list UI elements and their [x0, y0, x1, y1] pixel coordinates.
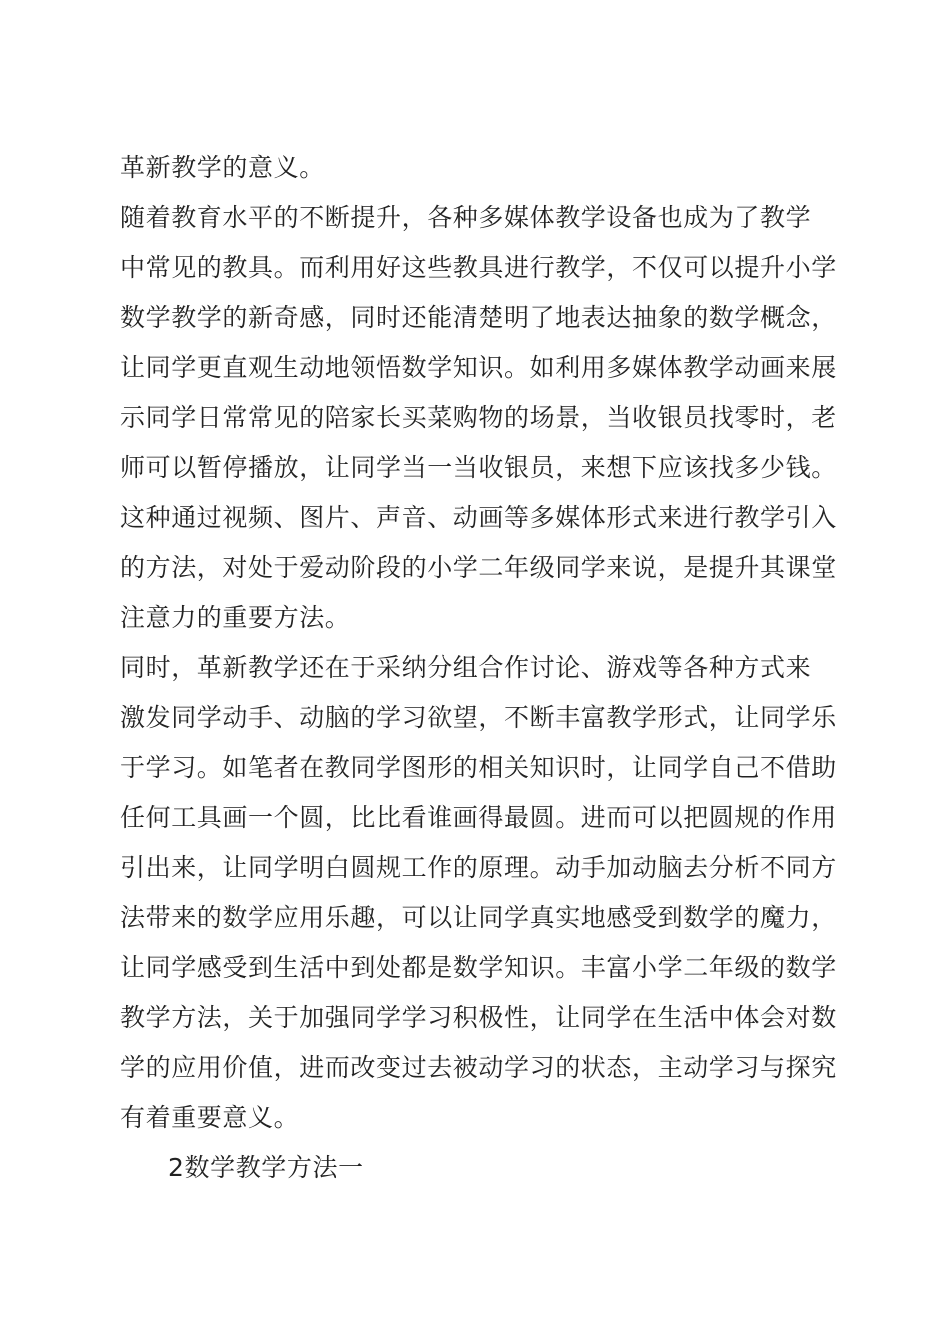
text-line: 让同学更直观生动地领悟数学知识。如利用多媒体教学动画来展: [120, 353, 837, 382]
text-line: 法带来的数学应用乐趣，可以让同学真实地感受到数学的魔力，: [120, 903, 837, 932]
text-line: 示同学日常常见的陪家长买菜购物的场景，当收银员找零时，老: [120, 403, 837, 432]
text-line: 有着重要意义。: [120, 1103, 300, 1132]
text-line: 让同学感受到生活中到处都是数学知识。丰富小学二年级的数学: [120, 953, 837, 982]
text-line: 革新教学的意义。: [120, 153, 325, 182]
text-line: 教学方法，关于加强同学学习积极性，让同学在生活中体会对数: [120, 1003, 837, 1032]
text-line: 中常见的教具。而利用好这些教具进行教学，不仅可以提升小学: [120, 253, 837, 282]
text-line: 随着教育水平的不断提升，各种多媒体教学设备也成为了教学: [120, 203, 812, 232]
text-line: 学的应用价值，进而改变过去被动学习的状态，主动学习与探究: [120, 1053, 837, 1082]
text-line: 任何工具画一个圆，比比看谁画得最圆。进而可以把圆规的作用: [120, 803, 837, 832]
text-line: 同时，革新教学还在于采纳分组合作讨论、游戏等各种方式来: [120, 653, 812, 682]
text-line: 引出来，让同学明白圆规工作的原理。动手加动脑去分析不同方: [120, 853, 837, 882]
text-line: 于学习。如笔者在教同学图形的相关知识时，让同学自己不借助: [120, 753, 837, 782]
text-line: 注意力的重要方法。: [120, 603, 351, 632]
text-line: 师可以暂停播放，让同学当一当收银员，来想下应该找多少钱。: [120, 453, 837, 482]
text-line: 的方法，对处于爱动阶段的小学二年级同学来说，是提升其课堂: [120, 553, 837, 582]
text-line: 数学教学的新奇感，同时还能清楚明了地表达抽象的数学概念，: [120, 303, 837, 332]
text-line: 这种通过视频、图片、声音、动画等多媒体形式来进行教学引入: [120, 503, 837, 532]
section-heading: 2数学教学方法一: [168, 1153, 364, 1182]
text-line: 激发同学动手、动脑的学习欲望，不断丰富教学形式，让同学乐: [120, 703, 837, 732]
